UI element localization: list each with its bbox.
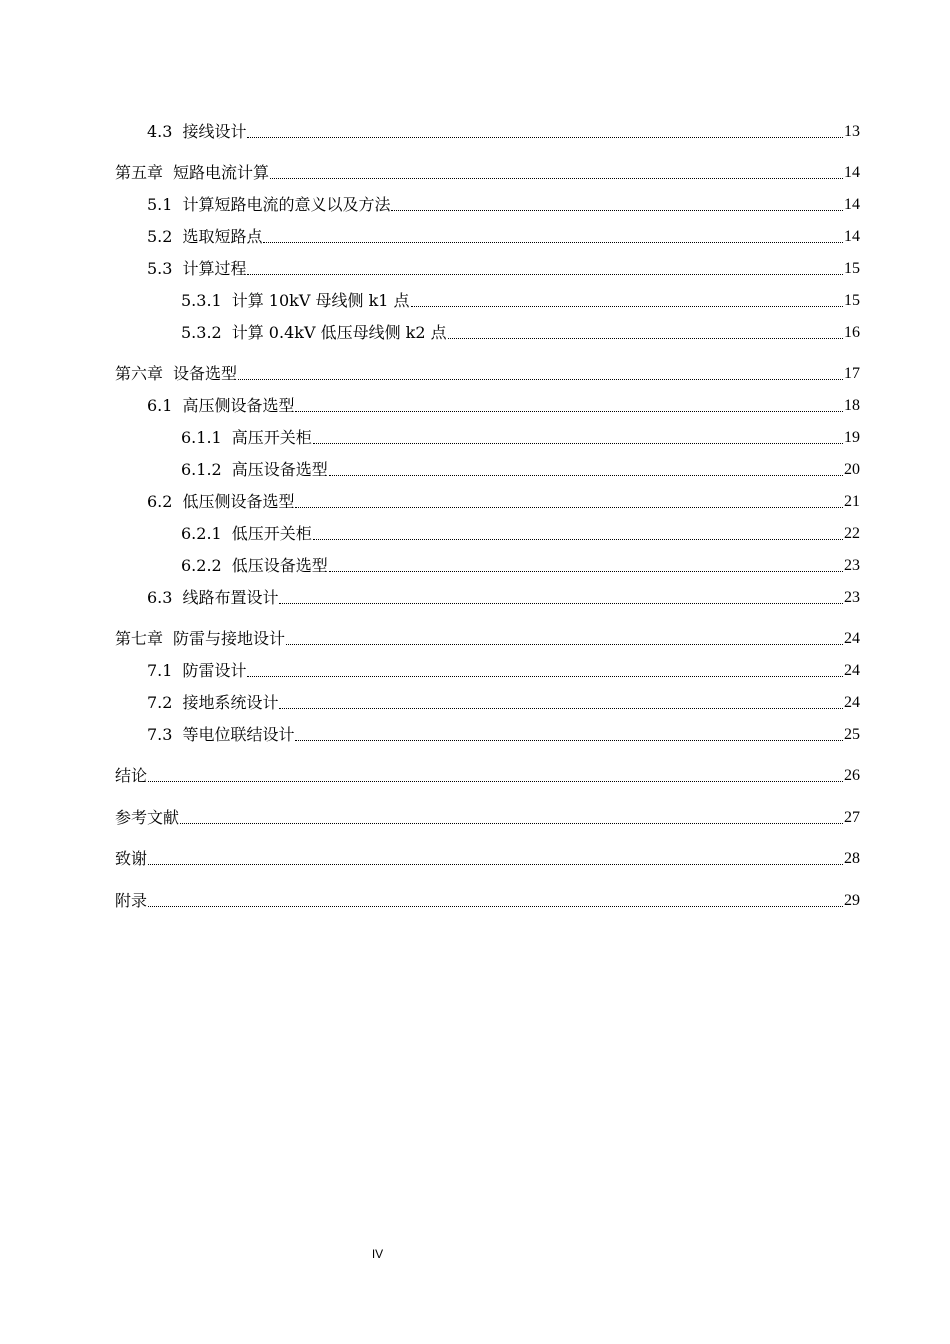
toc-dot-leader <box>313 538 843 540</box>
toc-entry-page: 29 <box>844 892 860 909</box>
toc-dot-leader <box>295 739 843 741</box>
toc-dot-leader <box>448 337 843 339</box>
toc-entry-page: 27 <box>844 809 860 826</box>
toc-entry-title: 高压设备选型 <box>231 460 328 479</box>
toc-entry-number: 5.3 <box>147 259 173 278</box>
toc-dot-leader <box>270 177 843 179</box>
toc-entry-chapter-5[interactable] <box>115 161 860 183</box>
toc-dot-leader <box>295 410 843 412</box>
toc-entry-title: 低压侧设备选型 <box>182 492 295 511</box>
toc-entry-number: 5.2 <box>147 227 173 246</box>
toc-entry-page: 24 <box>844 630 860 647</box>
toc-dot-leader <box>286 643 843 645</box>
toc-entry-6-2-1[interactable] <box>115 522 860 544</box>
toc-dot-leader <box>263 241 843 243</box>
toc-dot-leader <box>148 863 843 865</box>
toc-entry-number: 6.1.1 <box>181 428 222 447</box>
toc-entry-title: 短路电流计算 <box>173 163 270 182</box>
toc-entry-number: 6.3 <box>147 588 173 607</box>
toc-entry-title: 附录 <box>115 891 148 910</box>
toc-entry-title: 高压侧设备选型 <box>182 396 295 415</box>
toc-dot-leader <box>329 570 843 572</box>
toc-dot-leader <box>238 378 843 380</box>
toc-entry-number: 7.2 <box>147 693 173 712</box>
toc-entry-number: 6.2 <box>147 492 173 511</box>
toc-entry-5-1[interactable] <box>115 193 860 215</box>
toc-entry-title: 接线设计 <box>182 122 247 141</box>
toc-entry-number: 第六章 <box>115 364 164 383</box>
toc-entry-page: 14 <box>844 164 860 181</box>
toc-entry-page: 17 <box>844 365 860 382</box>
toc-entry-chapter-6[interactable] <box>115 362 860 384</box>
toc-entry-title: 高压开关柜 <box>231 428 312 447</box>
toc-entry-6-3[interactable] <box>115 586 860 608</box>
toc-dot-leader <box>295 506 843 508</box>
toc-entry-5-2[interactable] <box>115 225 860 247</box>
toc-entry-title: 接地系统设计 <box>182 693 279 712</box>
toc-entry-page: 26 <box>844 767 860 784</box>
toc-entry-title: 计算短路电流的意义以及方法 <box>182 195 391 214</box>
toc-dot-leader <box>279 602 843 604</box>
toc-dot-leader <box>148 780 843 782</box>
toc-entry-number: 7.3 <box>147 725 173 744</box>
toc-entry-7-1[interactable] <box>115 659 860 681</box>
toc-entry-page: 23 <box>844 557 860 574</box>
toc-entry-page: 25 <box>844 726 860 743</box>
toc-entry-conclusion[interactable] <box>115 764 860 786</box>
toc-entry-number: 5.1 <box>147 195 173 214</box>
toc-entry-page: 24 <box>844 662 860 679</box>
toc-entry-number: 6.2.1 <box>181 524 222 543</box>
toc-entry-number: 7.1 <box>147 661 173 680</box>
toc-entry-title: 选取短路点 <box>182 227 263 246</box>
toc-entry-title: 防雷与接地设计 <box>173 629 286 648</box>
toc-dot-leader <box>411 305 843 307</box>
toc-entry-page: 19 <box>844 429 860 446</box>
toc-dot-leader <box>391 209 843 211</box>
toc-entry-title: 低压设备选型 <box>231 556 328 575</box>
toc-entry-number: 4.3 <box>147 122 173 141</box>
toc-entry-number: 5.3.2 <box>181 323 222 342</box>
toc-entry-7-2[interactable] <box>115 691 860 713</box>
toc-entry-page: 14 <box>844 228 860 245</box>
toc-entry-title: 参考文献 <box>115 808 180 827</box>
toc-entry-5-3-2[interactable] <box>115 321 860 343</box>
toc-entry-5-3-1[interactable] <box>115 289 860 311</box>
toc-dot-leader <box>148 905 843 907</box>
toc-entry-title: 致谢 <box>115 849 148 868</box>
toc-entry-page: 13 <box>844 123 860 140</box>
toc-dot-leader <box>247 675 843 677</box>
toc-entry-page: 23 <box>844 589 860 606</box>
toc-entry-page: 24 <box>844 694 860 711</box>
toc-entry-title: 计算 10kV 母线侧 k1 点 <box>231 291 410 310</box>
toc-entry-number: 第五章 <box>115 163 164 182</box>
toc-entry-title: 计算 0.4kV 低压母线侧 k2 点 <box>231 323 447 342</box>
toc-entry-page: 22 <box>844 525 860 542</box>
toc-entry-6-2-2[interactable] <box>115 554 860 576</box>
toc-entry-page: 28 <box>844 850 860 867</box>
toc-entry-page: 20 <box>844 461 860 478</box>
toc-entry-6-2[interactable] <box>115 490 860 512</box>
toc-entry-6-1-1[interactable] <box>115 426 860 448</box>
toc-entry-page: 15 <box>844 260 860 277</box>
toc-entry-number: 6.1 <box>147 396 173 415</box>
toc-entry-number: 5.3.1 <box>181 291 222 310</box>
toc-dot-leader <box>329 474 843 476</box>
toc-entry-7-3[interactable] <box>115 723 860 745</box>
toc-entry-title: 防雷设计 <box>182 661 247 680</box>
toc-entry-page: 14 <box>844 196 860 213</box>
toc-entry-acknowledgements[interactable] <box>115 847 860 869</box>
toc-dot-leader <box>313 442 843 444</box>
toc-entry-title: 设备选型 <box>173 364 238 383</box>
toc-entry-references[interactable] <box>115 806 860 828</box>
toc-entry-6-1[interactable] <box>115 394 860 416</box>
toc-entry-title: 计算过程 <box>182 259 247 278</box>
toc-entry-page: 18 <box>844 397 860 414</box>
toc-dot-leader <box>247 273 843 275</box>
toc-entry-chapter-7[interactable] <box>115 627 860 649</box>
footer-page-number: IV <box>371 1247 384 1261</box>
toc-entry-page: 21 <box>844 493 860 510</box>
toc-entry-appendix[interactable] <box>115 889 860 911</box>
toc-entry-title: 线路布置设计 <box>182 588 279 607</box>
toc-entry-number: 6.2.2 <box>181 556 222 575</box>
toc-entry-page: 15 <box>844 292 860 309</box>
toc-entry-number: 第七章 <box>115 629 164 648</box>
toc-dot-leader <box>279 707 843 709</box>
toc-dot-leader <box>247 136 843 138</box>
toc-entry-4-3[interactable] <box>115 120 860 142</box>
toc-entry-6-1-2[interactable] <box>115 458 860 480</box>
toc-entry-title: 结论 <box>115 766 148 785</box>
toc-entry-page: 16 <box>844 324 860 341</box>
toc-entry-number: 6.1.2 <box>181 460 222 479</box>
toc-entry-5-3[interactable] <box>115 257 860 279</box>
toc-dot-leader <box>180 822 843 824</box>
toc-entry-title: 低压开关柜 <box>231 524 312 543</box>
toc-entry-title: 等电位联结设计 <box>182 725 295 744</box>
